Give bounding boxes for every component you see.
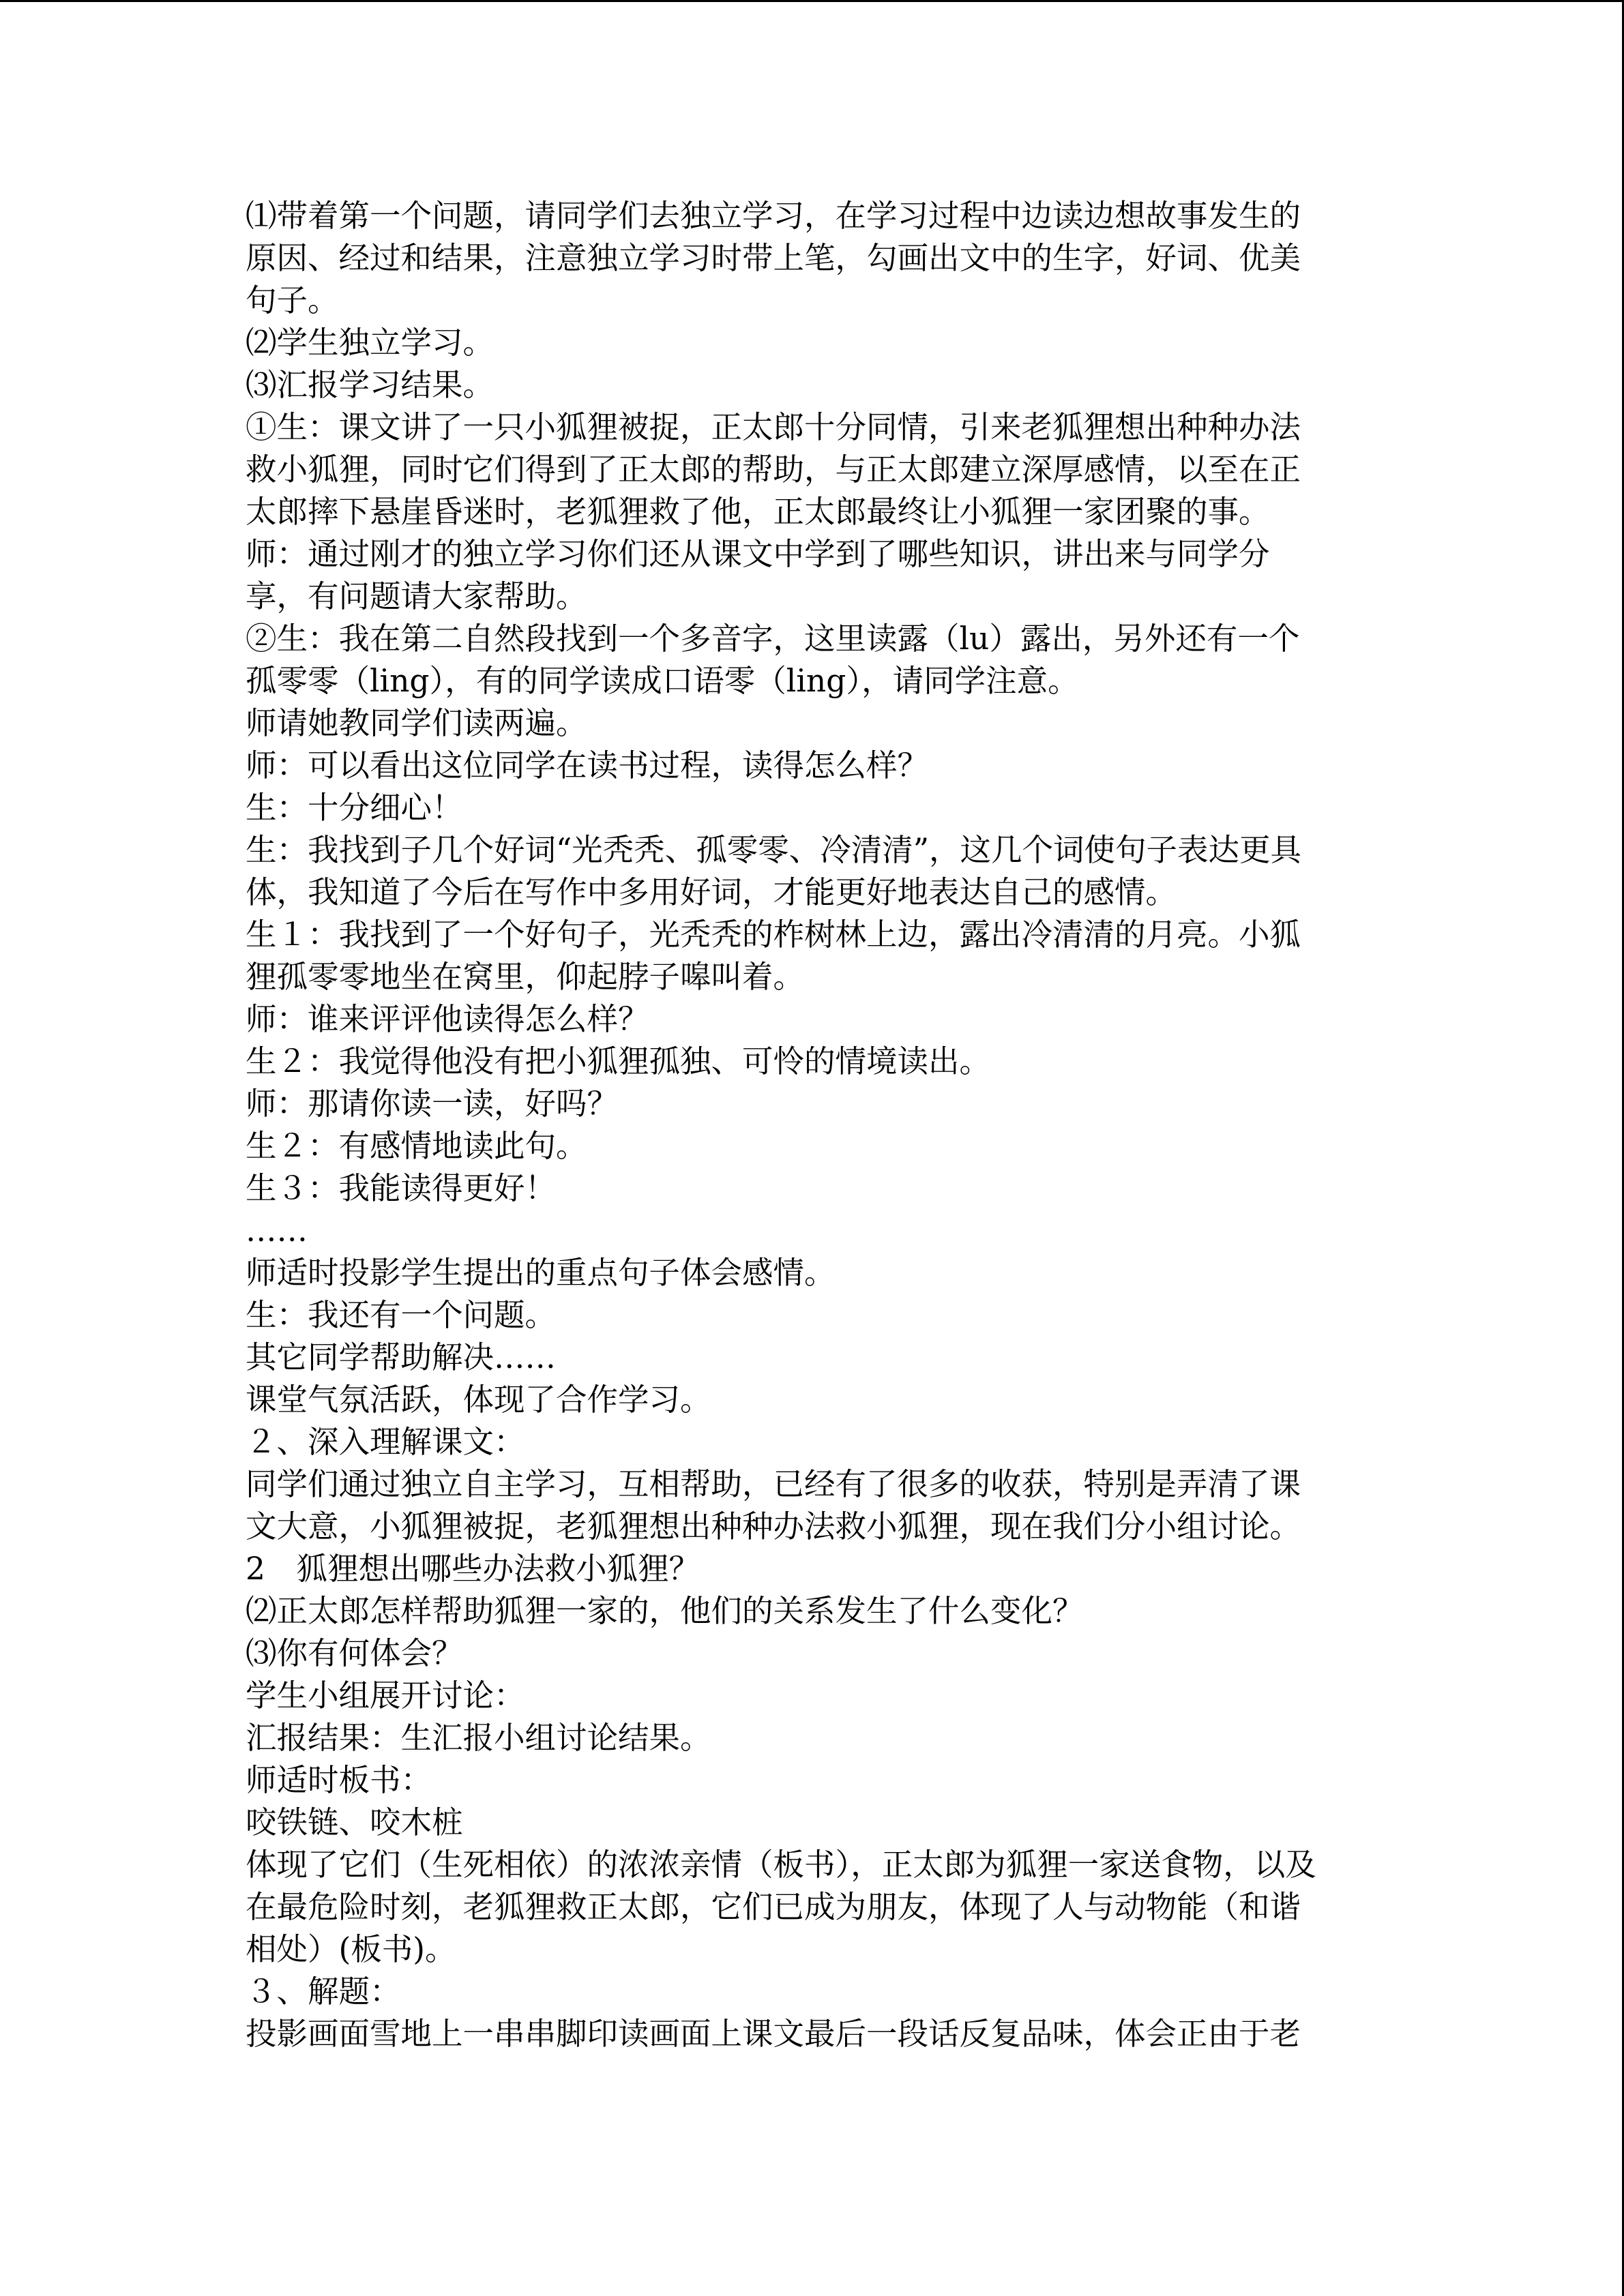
text-line: 汇报结果：生汇报小组讨论结果。: [246, 1720, 711, 1756]
text-line: ⑴带着第一个问题，请同学们去独立学习，在学习过程中边读边想故事发生的: [246, 198, 1301, 234]
text-line: 文大意，小狐狸被捉，老狐狸想出种种办法救小狐狸，现在我们分小组讨论。: [246, 1508, 1301, 1545]
text-line: ……: [246, 1212, 308, 1249]
text-line: 师适时板书：: [246, 1762, 432, 1798]
text-line: 生：十分细心！: [246, 790, 463, 826]
text-line: 生２：我觉得他没有把小狐狸孤独、可怜的情境读出。: [246, 1043, 991, 1079]
text-line: 狸孤零零地坐在窝里，仰起脖子嗥叫着。: [246, 959, 805, 995]
text-line: 师适时投影学生提出的重点句子体会感情。: [246, 1255, 836, 1291]
document-page: [246, 195, 1378, 2055]
text-line: 生：我还有一个问题。: [246, 1297, 557, 1333]
text-line: 师：那请你读一读，好吗？: [246, 1086, 619, 1122]
text-line: 原因、经过和结果，注意独立学习时带上笔，勾画出文中的生字，好词、优美: [246, 240, 1301, 276]
text-line: 句子。: [246, 282, 339, 318]
text-line: ２、深入理解课文：: [246, 1424, 525, 1460]
text-line: 在最危险时刻，老狐狸救正太郎，它们已成为朋友，体现了人与动物能（和谐: [246, 1889, 1301, 1925]
text-line: 孤零零（ling），有的同学读成口语零（ling），请同学注意。: [246, 663, 1079, 699]
text-line: 投影画面雪地上一串串脚印读画面上课文最后一段话反复品味，体会正由于老: [246, 2016, 1301, 2052]
text-line: 咬铁链、咬木桩: [246, 1804, 463, 1840]
text-line: 生１：我找到了一个好句子，光秃秃的柞树林上边，露出冷清清的月亮。小狐: [246, 916, 1301, 953]
text-line: 太郎摔下悬崖昏迷时，老狐狸救了他，正太郎最终让小狐狸一家团聚的事。: [246, 494, 1270, 530]
text-line: ⑵正太郎怎样帮助狐狸一家的，他们的关系发生了什么变化？: [246, 1593, 1084, 1629]
text-line: 救小狐狸，同时它们得到了正太郎的帮助，与正太郎建立深厚感情，以至在正: [246, 451, 1301, 488]
text-line: 学生小组展开讨论：: [246, 1678, 525, 1714]
text-line: 享，有问题请大家帮助。: [246, 578, 587, 614]
text-line: 生：我找到子几个好词“光秃秃、孤零零、冷清清”，这几个词使句子表达更具: [246, 832, 1302, 868]
text-line: 师：通过刚才的独立学习你们还从课文中学到了哪些知识，讲出来与同学分: [246, 536, 1270, 572]
text-line: 同学们通过独立自主学习，互相帮助，已经有了很多的收获，特别是弄清了课: [246, 1466, 1301, 1502]
text-line: 体现了它们（生死相依）的浓浓亲情（板书），正太郎为狐狸一家送食物，以及: [246, 1847, 1316, 1883]
text-line: ①生：课文讲了一只小狐狸被捉，正太郎十分同情，引来老狐狸想出种种办法: [246, 409, 1301, 445]
text-line: ⑶你有何体会？: [246, 1635, 463, 1671]
text-line: 课堂气氛活跃，体现了合作学习。: [246, 1382, 711, 1418]
text-line: 生３：我能读得更好！: [246, 1170, 557, 1206]
text-line: ⑶汇报学习结果。: [246, 367, 494, 403]
text-line: 2 狐狸想出哪些办法救小狐狸？: [246, 1551, 700, 1587]
text-line: 生２：有感情地读此句。: [246, 1128, 587, 1164]
text-line: 师：谁来评评他读得怎么样？: [246, 1001, 649, 1037]
text-line: 体，我知道了今后在写作中多用好词，才能更好地表达自己的感情。: [246, 874, 1177, 910]
text-line: 师请她教同学们读两遍。: [246, 705, 587, 741]
text-line: 其它同学帮助解决……: [246, 1339, 557, 1375]
text-line: ３、解题：: [246, 1973, 401, 2010]
text-line: 相处）(板书)。: [246, 1931, 456, 1967]
text-line: ②生：我在第二自然段找到一个多音字，这里读露（lu）露出，另外还有一个: [246, 621, 1300, 657]
text-line: 师：可以看出这位同学在读书过程，读得怎么样？: [246, 747, 929, 784]
text-line: ⑵学生独立学习。: [246, 325, 494, 361]
